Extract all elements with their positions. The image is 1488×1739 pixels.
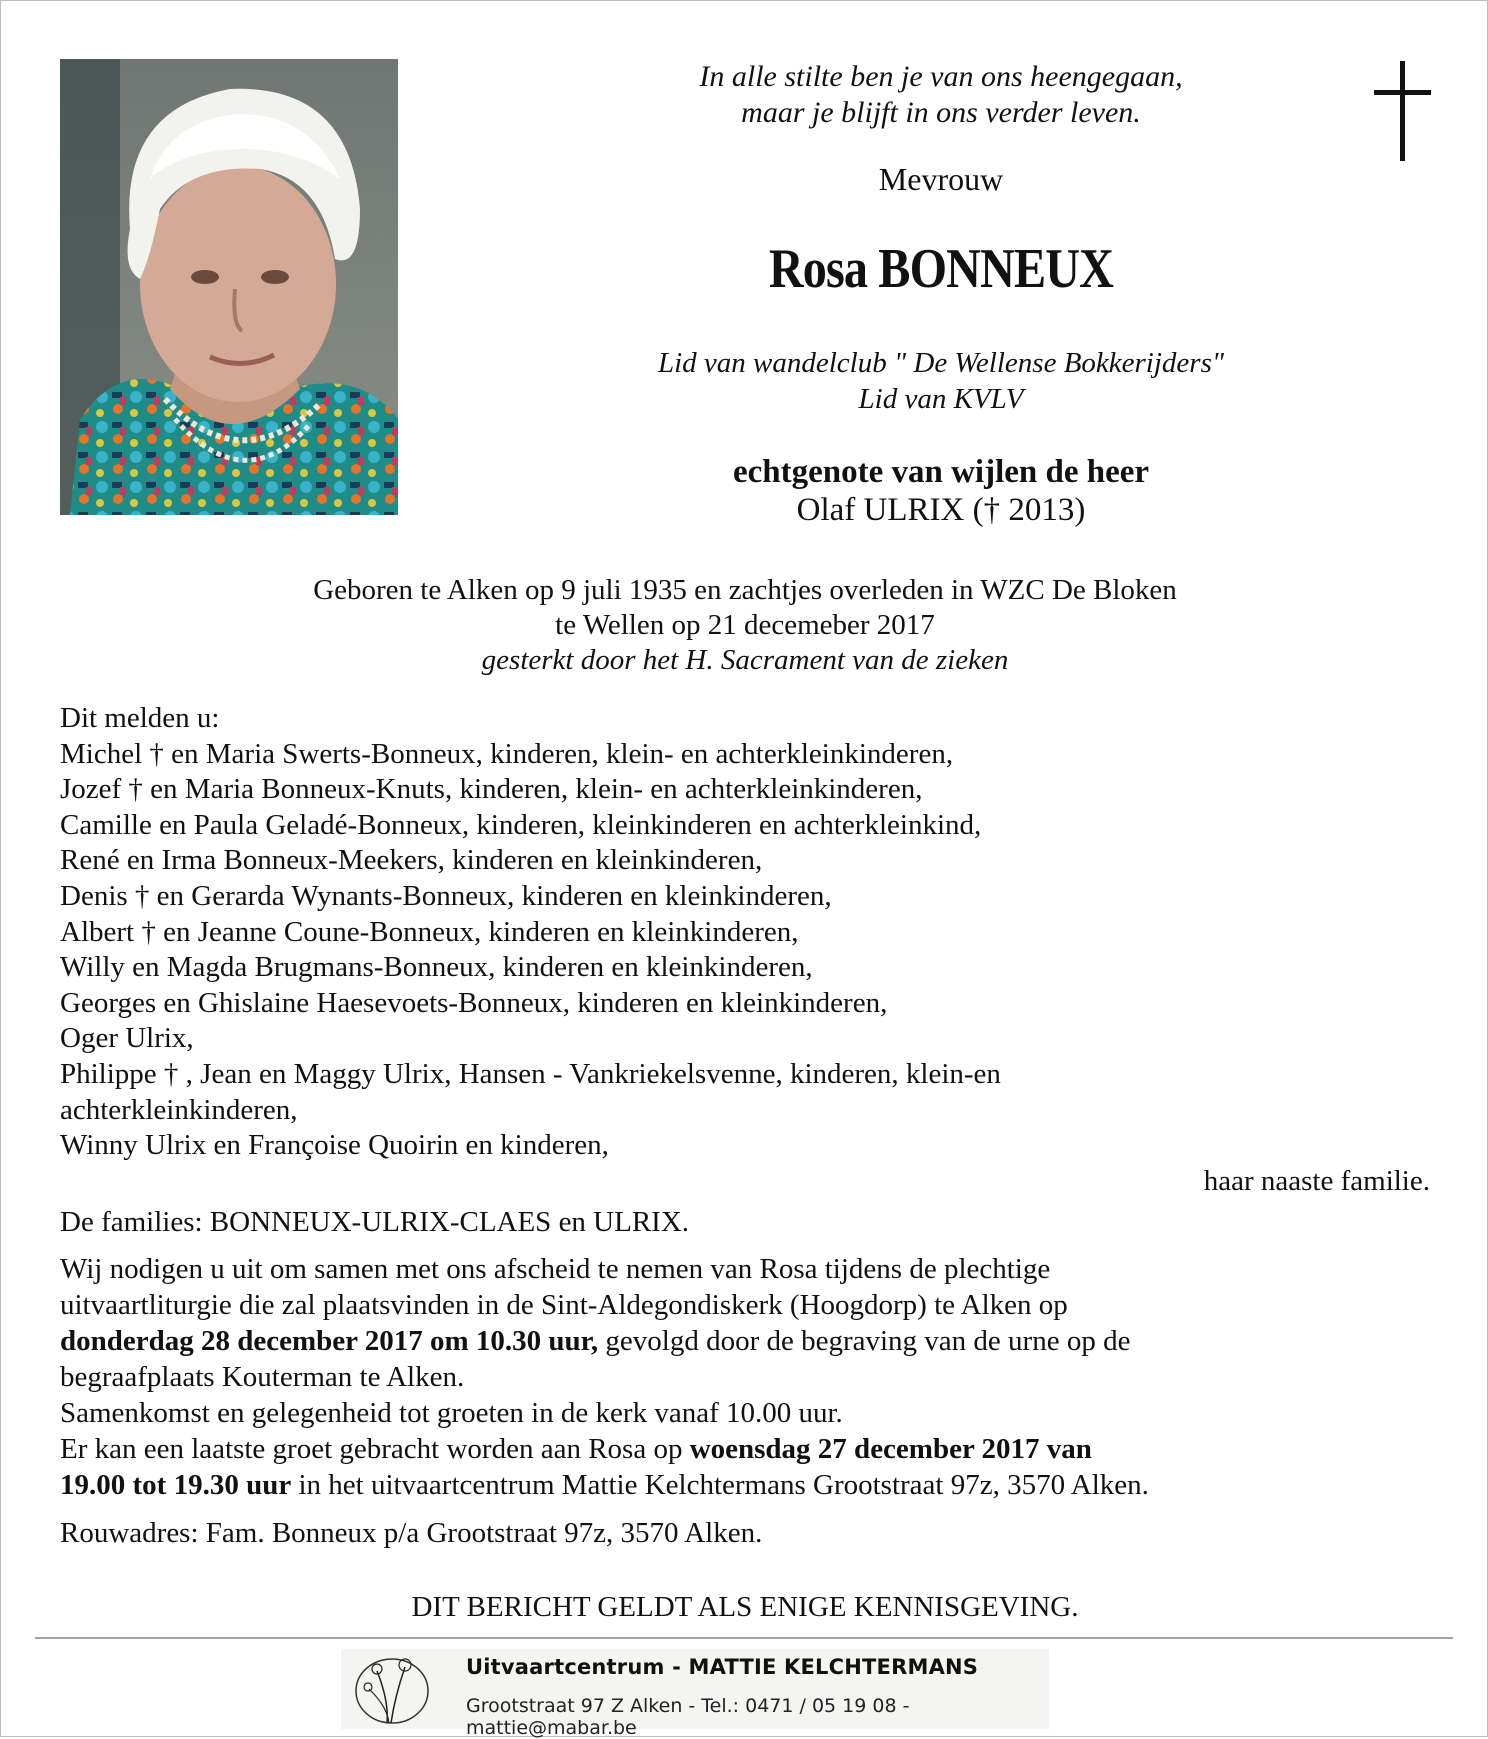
family-intro: Dit melden u: xyxy=(60,702,220,734)
birth-death-line: Geboren te Alken op 9 juli 1935 en zachtjes overleden in WZC De Bloken xyxy=(313,574,1177,606)
spouse xyxy=(441,453,1441,529)
ceremony-line: Wij nodigen u uit om samen met ons afscheid te nemen van Rosa tijdens de plechtige xyxy=(60,1253,1051,1285)
family-member: Jozef † en Maria Bonneux-Knuts, kinderen, klein- en achterkleinkinderen, xyxy=(60,773,923,806)
family-members xyxy=(60,737,1430,1164)
ceremony-line: Samenkomst en gelegenheid tot groeten in de kerk vanaf 10.00 uur. xyxy=(60,1397,843,1429)
funeral-date: donderdag 28 december 2017 om 10.30 uur, xyxy=(60,1325,599,1357)
visitation-time: 19.00 tot 19.30 uur xyxy=(60,1469,292,1501)
family-closing: haar naaste familie. xyxy=(1203,1164,1430,1197)
family-member: Willy en Magda Brugmans-Bonneux, kinderen en kleinkinderen, xyxy=(60,951,813,984)
family-list xyxy=(60,701,1430,1241)
family-member: Georges en Ghislaine Haesevoets-Bonneux, kinderen en kleinkinderen, xyxy=(60,986,888,1019)
ceremony-text: in het uitvaartcentrum Mattie Kelchtermans Grootstraat 97z, 3570 Alken. xyxy=(291,1469,1149,1501)
funeral-home-contact: Grootstraat 97 Z Alken - Tel.: 0471 / 05 19 08 - mattie@mabar.be xyxy=(466,1695,910,1739)
ceremony-text: gevolgd door de begraving van de urne op de xyxy=(598,1325,1131,1357)
membership-line: Lid van wandelclub " De Wellense Bokkerijders" xyxy=(657,347,1225,379)
family-member: René en Irma Bonneux-Meekers, kinderen en kleinkinderen, xyxy=(60,844,763,877)
family-member: Winny Ulrix en Françoise Quoirin en kinderen, xyxy=(60,1129,609,1162)
salutation: Mevrouw xyxy=(878,161,1004,197)
spouse-intro: echtgenote van wijlen de heer xyxy=(732,454,1150,490)
ceremony-line: begraafplaats Kouterman te Alken. xyxy=(60,1361,465,1393)
ceremony-line xyxy=(60,1431,1430,1467)
quote-line: maar je blijft in ons verder leven. xyxy=(741,96,1141,129)
family-member: achterkleinkinderen, xyxy=(60,1093,298,1126)
portrait-illustration xyxy=(60,59,398,515)
spouse-name: Olaf ULRIX († 2013) xyxy=(796,492,1086,528)
birth-death-line: te Wellen op 21 decemeber 2017 xyxy=(555,609,935,641)
ceremony-line: uitvaartliturgie die zal plaatsvinden in de Sint-Aldegondiskerk (Hoogdorp) te Alken op xyxy=(60,1289,1068,1321)
ceremony-text: Er kan een laatste groet gebracht worden aan Rosa op xyxy=(60,1433,690,1465)
funeral-home-footer xyxy=(341,1649,1049,1739)
families-line: De families: BONNEUX-ULRIX-CLAES en ULRIX. xyxy=(60,1206,690,1239)
ceremony-line xyxy=(60,1323,1430,1359)
family-member: Oger Ulrix, xyxy=(60,1022,194,1055)
family-member: Philippe † , Jean en Maggy Ulrix, Hansen - Vankriekelsvenne, kinderen, klein-en xyxy=(60,1057,1001,1090)
quote xyxy=(441,59,1441,131)
family-member: Michel † en Maria Swerts-Bonneux, kinderen, klein- en achterkleinkinderen, xyxy=(60,737,954,770)
divider xyxy=(35,1637,1453,1639)
quote-line: In alle stilte ben je van ons heengegaan, xyxy=(699,60,1183,93)
flower-logo-icon xyxy=(347,1651,437,1727)
funeral-home-name: Uitvaartcentrum - MATTIE KELCHTERMANS xyxy=(466,1655,979,1679)
family-member: Camille en Paula Geladé-Bonneux, kinderen, kleinkinderen en achterkleinkind, xyxy=(60,808,982,841)
family-member: Albert † en Jeanne Coune-Bonneux, kinderen en kleinkinderen, xyxy=(60,915,799,948)
visitation-date: woensdag 27 december 2017 van xyxy=(689,1433,1092,1465)
birth-death xyxy=(60,573,1430,678)
portrait-photo xyxy=(60,59,398,515)
sacrament-line: gesterkt door het H. Sacrament van de zieken xyxy=(481,644,1009,676)
memberships xyxy=(441,345,1441,417)
ceremony-info xyxy=(60,1251,1430,1503)
membership-line: Lid van KVLV xyxy=(858,383,1024,415)
family-member: Denis † en Gerarda Wynants-Bonneux, kinderen en kleinkinderen, xyxy=(60,879,832,912)
deceased-name: Rosa BONNEUX xyxy=(768,238,1114,300)
ceremony-line xyxy=(60,1467,1430,1503)
notice: DIT BERICHT GELDT ALS ENIGE KENNISGEVING. xyxy=(411,1591,1079,1623)
mourning-address: Rouwadres: Fam. Bonneux p/a Grootstraat 97z, 3570 Alken. xyxy=(60,1517,763,1549)
